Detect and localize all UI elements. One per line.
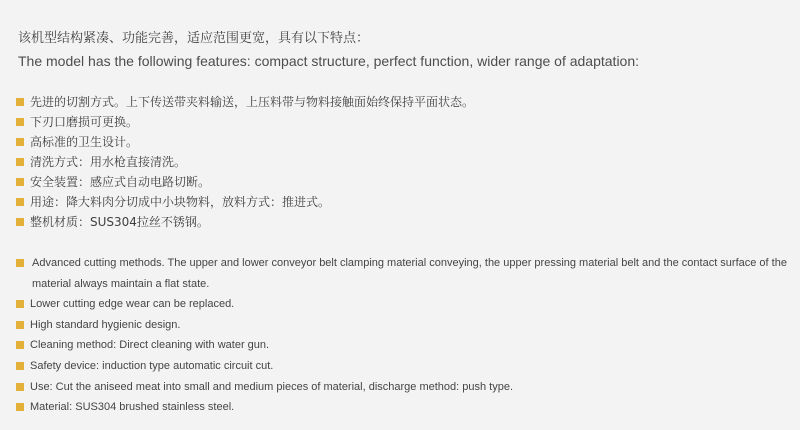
feature-item-cn xyxy=(16,152,474,172)
square-bullet-icon xyxy=(16,178,24,186)
feature-item-en xyxy=(16,377,792,398)
square-bullet-icon xyxy=(16,362,24,370)
feature-item-cn xyxy=(16,132,474,152)
feature-text: 先进的切割方式。上下传送带夹料输送，上压料带与物料接触面始终保持平面状态。 xyxy=(30,95,475,109)
feature-text: 用途：降大料肉分切成中小块物料，放料方式：推进式。 xyxy=(30,195,331,209)
feature-text: 清洗方式：用水枪直接清洗。 xyxy=(30,155,187,169)
feature-item-cn xyxy=(16,212,474,232)
square-bullet-icon xyxy=(16,138,24,146)
feature-item-en xyxy=(16,253,792,294)
square-bullet-icon xyxy=(16,158,24,166)
feature-text: Advanced cutting methods. The upper and lower conveyor belt clamping material conveying, the upper pressing material belt and the contact surface of the material always maintain a flat state. xyxy=(32,257,787,290)
feature-text: Material: SUS304 brushed stainless steel. xyxy=(30,401,235,414)
square-bullet-icon xyxy=(16,98,24,106)
feature-item-en xyxy=(16,315,792,336)
square-bullet-icon xyxy=(16,383,24,391)
feature-item-en xyxy=(16,335,792,356)
feature-item-cn xyxy=(16,172,474,192)
feature-item-en xyxy=(16,294,792,315)
feature-text: High standard hygienic design. xyxy=(30,318,181,331)
square-bullet-icon xyxy=(16,341,24,349)
feature-text: 整机材质：SUS304拉丝不锈钢。 xyxy=(30,215,209,229)
feature-text: Lower cutting edge wear can be replaced. xyxy=(30,298,235,311)
feature-list-chinese xyxy=(16,92,474,232)
feature-item-cn xyxy=(16,112,474,132)
feature-text: Cleaning method: Direct cleaning with water gun. xyxy=(30,339,270,352)
feature-item-en xyxy=(16,356,792,377)
feature-text: Safety device: induction type automatic circuit cut. xyxy=(30,359,274,372)
feature-item-cn xyxy=(16,192,474,212)
square-bullet-icon xyxy=(16,403,24,411)
feature-text: 安全装置：感应式自动电路切断。 xyxy=(30,175,211,189)
feature-text: 下刃口磨损可更换。 xyxy=(30,115,139,129)
feature-text: 高标准的卫生设计。 xyxy=(30,135,139,149)
square-bullet-icon xyxy=(16,259,24,267)
intro-english: The model has the following features: compact structure, perfect function, wider range of adaptation: xyxy=(18,53,640,69)
feature-item-cn xyxy=(16,92,474,112)
square-bullet-icon xyxy=(16,218,24,226)
square-bullet-icon xyxy=(16,321,24,329)
square-bullet-icon xyxy=(16,118,24,126)
feature-list-english xyxy=(16,253,792,418)
feature-text: Use: Cut the aniseed meat into small and medium pieces of material, discharge method: push type. xyxy=(30,380,514,393)
square-bullet-icon xyxy=(16,198,24,206)
square-bullet-icon xyxy=(16,300,24,308)
intro-chinese: 该机型结构紧凑、功能完善，适应范围更宽，具有以下特点： xyxy=(18,31,370,46)
feature-item-en xyxy=(16,397,792,418)
